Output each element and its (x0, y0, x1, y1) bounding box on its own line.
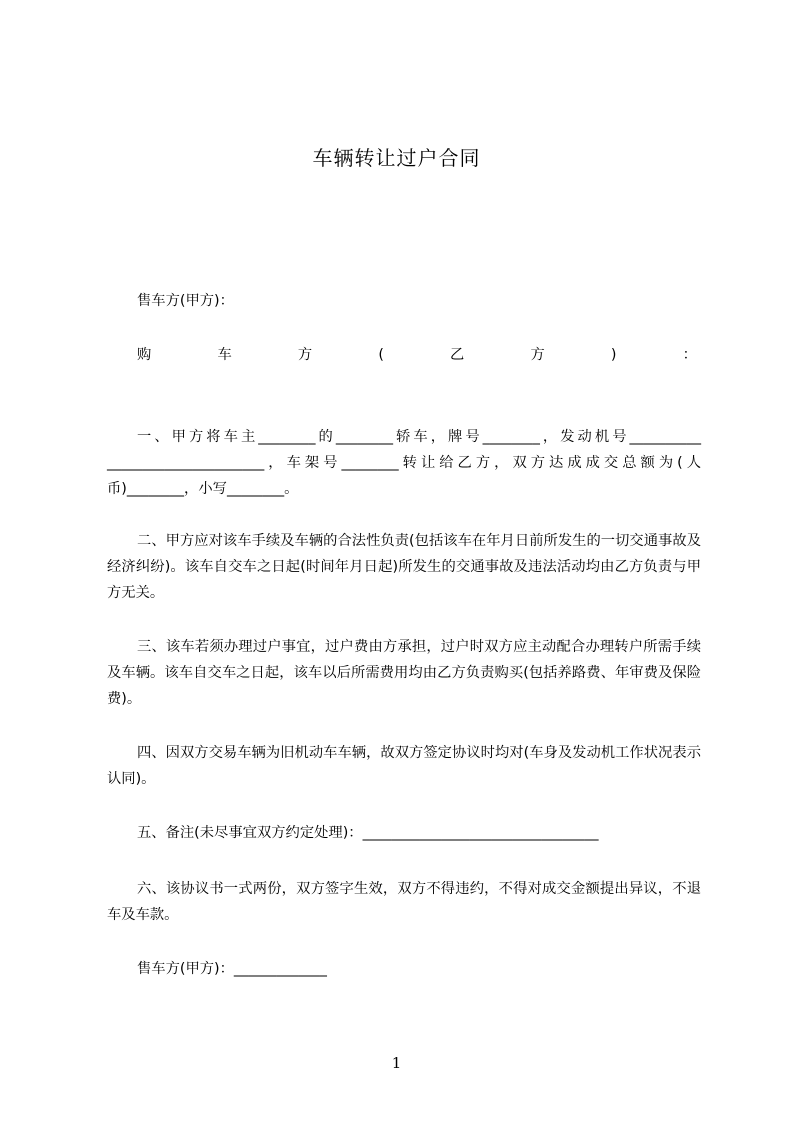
buyer-char: 购 (137, 347, 152, 363)
clause-3: 三、该车若须办理过户事宜，过户费由方承担，过户时双方应主动配合办理转户所需手续及车辆。该车自交车之日起，该车以后所需费用均由乙方负责购买(包括养路费、年审费及保险费)。 (107, 639, 701, 707)
clause-1: 一、甲方将车主________的________轿车，牌号________，发动机号__________ ______________________，车架号________转让给乙方，双方达成成交总额为(人币)________，小写________。 (107, 429, 701, 497)
buyer-char: ： (682, 347, 697, 363)
page-number: 1 (391, 1054, 402, 1072)
seller-signature-line-top: 售车方(甲方)： (137, 293, 234, 309)
buyer-char: 方 (530, 347, 545, 363)
seller-signature-line-bottom: 售车方(甲方)：_____________ (137, 961, 327, 977)
buyer-char: 方 (297, 347, 313, 363)
clause-4: 四、因双方交易车辆为旧机动车车辆，故双方签定协议时均对(车身及发动机工作状况表示认同)。 (107, 745, 701, 787)
clause-6: 六、该协议书一式两份，双方签字生效，双方不得违约，不得对成交金额提出异议，不退车及车款。 (107, 881, 701, 923)
buyer-char: ( (378, 347, 384, 363)
buyer-char: 车 (217, 347, 232, 363)
buyer-line (137, 342, 697, 368)
clause-2: 二、甲方应对该车手续及车辆的合法性负责(包括该车在年月日前所发生的一切交通事故及经济纠纷)。该车自交车之日起(时间年月日起)所发生的交通事故及违法活动均由乙方负责与甲方无关。 (107, 533, 701, 601)
buyer-char: ) (610, 347, 617, 363)
buyer-char: 乙 (450, 347, 465, 363)
clause-5-remarks: 五、备注(未尽事宜双方约定处理)：_________________________________ (137, 825, 599, 841)
page-title: 车辆转让过户合同 (312, 146, 481, 170)
